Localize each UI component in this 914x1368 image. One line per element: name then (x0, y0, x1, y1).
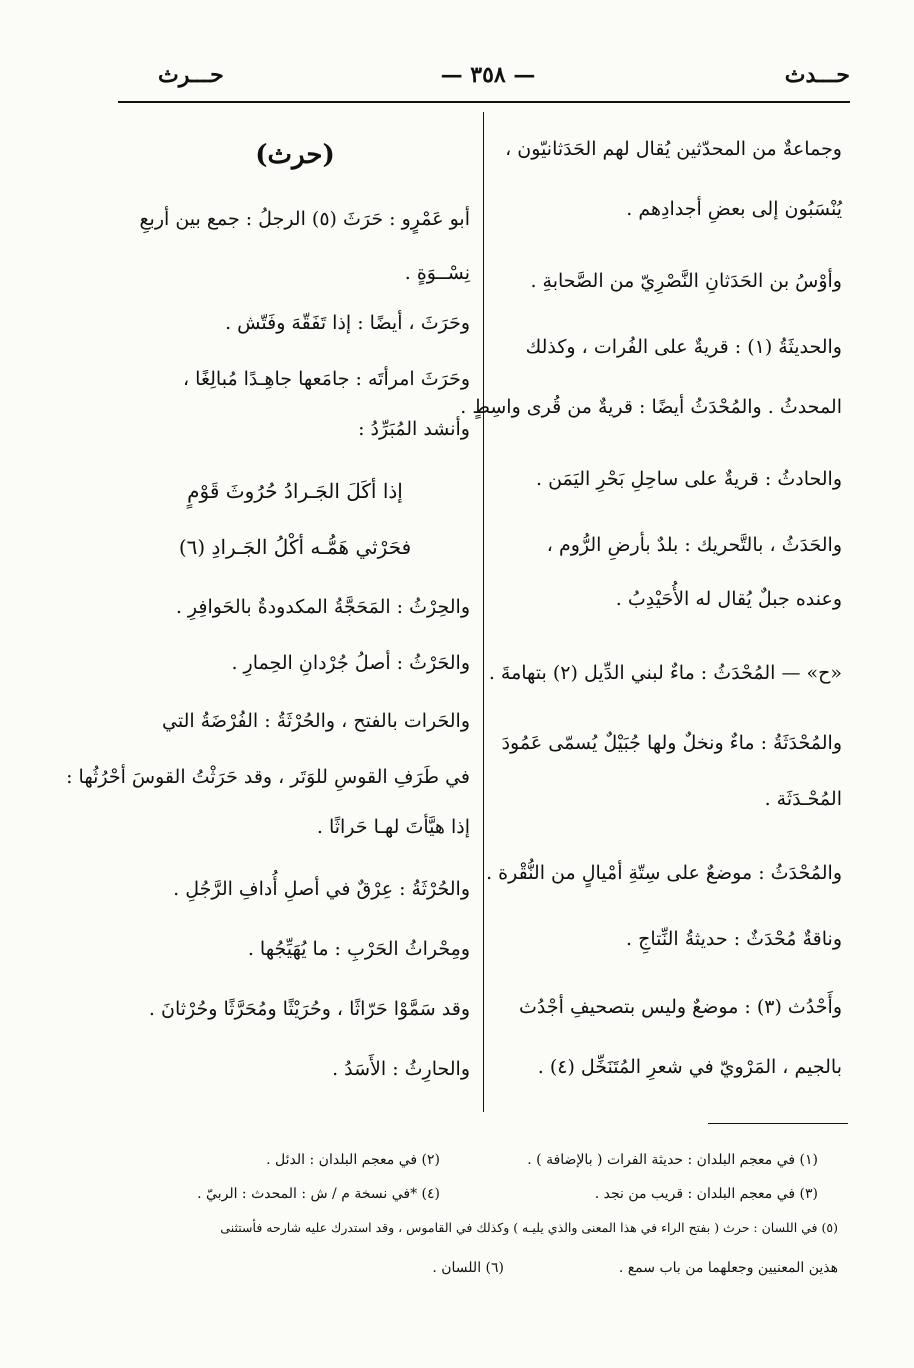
text-line: نِسْــوَةٍ . (404, 262, 470, 284)
page-number: — ٣٥٨ — (440, 62, 536, 88)
text-line: المحدثُ . والمُحْدَثُ أيضًا : قريةٌ من قُرى واسِطٍ . (460, 396, 842, 418)
column-divider (483, 112, 484, 1112)
text-line: وناقةٌ مُحْدَثٌ : حديثةُ النِّتاجِ . (626, 928, 842, 950)
text-line: والحادثُ : قريةٌ على ساحِلِ بَحْرِ اليَمَن . (536, 468, 842, 490)
text-line: والحُرْثَةُ : عِرْقٌ في أصلِ أُدافِ الرَّجُلِ . (173, 878, 470, 900)
text-line: ومِحْراثُ الحَرْبِ : ما يُهَيِّجُها . (247, 938, 470, 960)
text-line: إذا هيَّأتَ لهـا حَراثًا . (316, 816, 470, 838)
text-line: أبو عَمْرٍو : حَرَثَ (٥) الرجلُ : جمع بين أربعِ (139, 208, 470, 230)
text-line: والحارِثُ : الأَسَدُ . (332, 1058, 470, 1080)
text-line: «ح» — المُحْدَثُ : ماءٌ لبني الدِّيل (٢) بتهامةَ . (488, 662, 842, 684)
text-line: والحَدَثُ ، بالتَّحريك : بلدٌ بأرضِ الرُّوم ، (546, 534, 842, 556)
running-title-left: حـــرث (158, 62, 224, 88)
footnote-2: (٢) في معجم البلدان : الدئل . (266, 1152, 440, 1168)
text-line: والحَرْثُ : أصلُ جُرْدانِ الحِمارِ . (231, 652, 470, 674)
footnote-1: (١) في معجم البلدان : حديثة الفرات ( بالإضافة ) . (527, 1152, 818, 1168)
text-line: والحَرات بالفتح ، والحُرْثَةُ : الفُرْضَةُ التي (162, 710, 470, 732)
text-line: والحديثَةُ (١) : قريةٌ على الفُرات ، وكذلك (525, 336, 842, 358)
footnote-5-continued: هذين المعنيين وجعلهما من باب سمع . (618, 1260, 838, 1276)
entry-title: (حرث) (255, 140, 335, 170)
text-line: والمُحْدَثَةُ : ماءٌ ونخلٌ ولها جُبَيْلٌ يُسمّى عَمُودَ (501, 732, 842, 754)
footnote-4: (٤) *في نسخة م / ش : المحدث : الربيّ . (197, 1186, 440, 1202)
footnote-6: (٦) اللسان . (432, 1260, 504, 1276)
text-line: في طَرَفِ القوسِ للوَتَر ، وقد حَرَثْتُ القوسَ أحْرُثُها : (66, 766, 470, 788)
header-rule (118, 101, 850, 103)
text-line: وعنده جبلٌ يُقال له الأُحَيْدِبُ . (615, 588, 842, 610)
text-line: المُحْـدَثَة . (764, 788, 842, 810)
text-line: وحَرَثَ ، أيضًا : إذا تَفَقّهَ وفَتّش . (225, 312, 470, 334)
text-line: وأنشد المُبَرِّدُ : (358, 418, 470, 440)
footnote-5: (٥) في اللسان : حرث ( بفتح الراء في هذا المعنى والذي يليـه ) وكذلك في القاموس ، وقد استدرك عليه شارحه فأستثنى (220, 1220, 838, 1235)
footnote-3: (٣) في معجم البلدان : قريب من نجد . (594, 1186, 818, 1202)
text-line: وحَرَثَ امرأتَه : جامَعها جاهِـدًا مُبالِغًا ، (183, 368, 470, 390)
text-line: وأوْسُ بن الحَدَثانِ النَّصْرِيّ من الصَّحابةِ . (530, 270, 842, 292)
text-line: بالجيم ، المَرْويّ في شعرِ المُتَنَخِّل (٤) . (537, 1056, 842, 1078)
text-line: والحِرْثُ : المَحَجَّةُ المكدودةُ بالحَوافِرِ . (175, 596, 470, 618)
verse-line: إذا أكَلَ الجَـرادُ حُرُوثَ قَوْمٍ (187, 479, 403, 503)
footnote-rule (708, 1123, 848, 1124)
running-title-right: حـــدث (784, 62, 850, 88)
text-line: وجماعةٌ من المحدّثين يُقال لهم الحَدَثانيّون ، (505, 138, 842, 160)
verse-line: فحَرْثي هَمُّـه أكْلُ الجَـرادِ (٦) (178, 535, 412, 559)
text-line: يُنْسَبُون إلى بعضِ أجدادِهم . (626, 198, 842, 220)
page-header (118, 58, 850, 98)
text-line: والمُحْدَثُ : موضعٌ على سِتّةِ أمْيالٍ من النُّقْرة . (486, 862, 842, 884)
text-line: وقد سَمَّوْا حَرّاثًا ، وحُرَيْثًا ومُحَرَّثًا وحُرْثانَ . (148, 998, 470, 1020)
text-line: وأَحْدُث (٣) : موضعٌ وليس بتصحيفِ أجْدُث (519, 996, 842, 1018)
